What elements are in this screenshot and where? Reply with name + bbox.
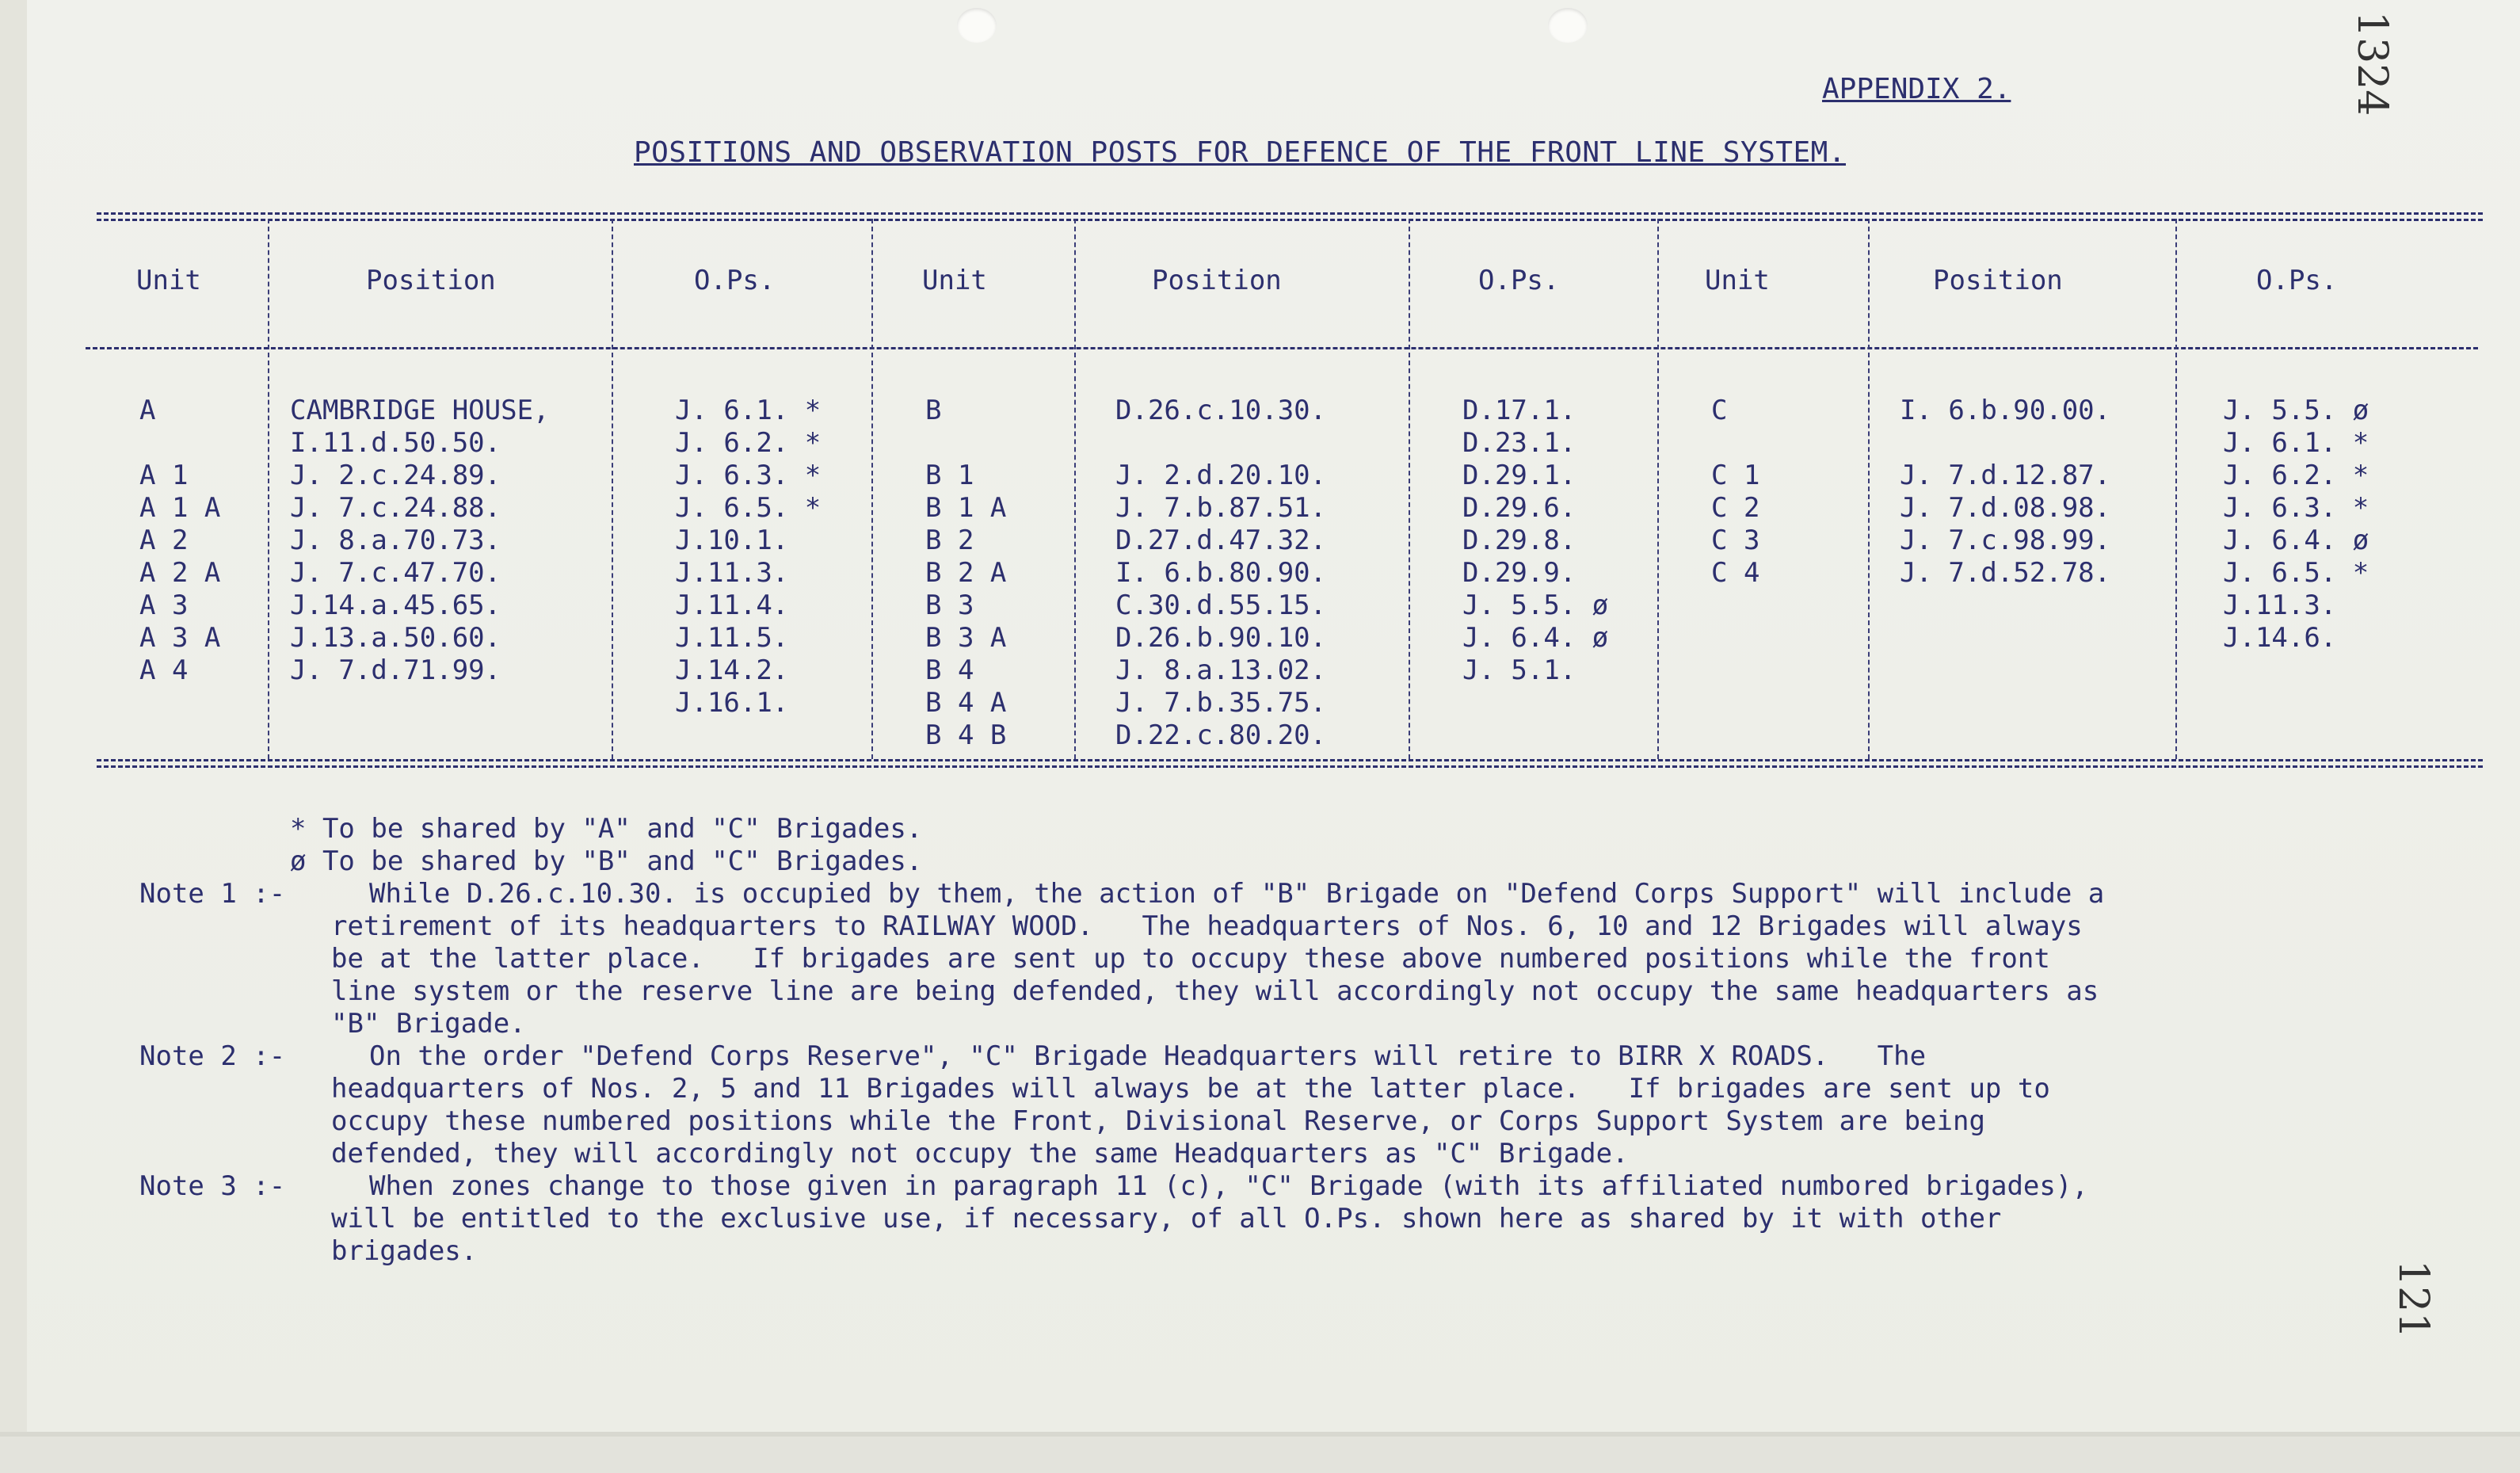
table-cell: D.29.8. [1462,525,1576,556]
column-header-unit: Unit [136,265,201,296]
note-line [139,1235,2437,1268]
table-cell [139,427,220,460]
table-cell: I.11.d.50.50. [290,427,501,459]
table-cell: A 4 [139,654,189,686]
table-cell: B 3 [925,590,974,621]
column-header-ops: O.Ps. [694,265,776,296]
table-cell: B 2 [925,525,974,556]
table-cell: J.11.3. [2223,590,2337,621]
column-divider [1409,219,1410,759]
table-bottom-rule [97,765,2483,768]
column-header-unit: Unit [922,265,987,296]
notes-section [139,813,2437,1268]
table-cell: J. 6.2. * [675,427,822,459]
paper-left-edge [0,0,27,1473]
table-cell: J. 7.b.87.51. [1115,492,1327,524]
table-cell: J. 6.5. * [675,492,822,524]
column-header-position: Position [366,265,496,296]
table-cell: B 4 B [925,719,1007,751]
note-text: When zones change to those given in paragraph 11 (c), "C" Brigade (with its affiliated numbored brigades), [369,1170,2088,1202]
table-cell: J.16.1. [675,687,789,719]
appendix-label: APPENDIX 2. [1822,73,2011,105]
legend-star: * To be shared by "A" and "C" Brigades. [290,813,923,845]
table-cell: B 4 A [925,687,1007,719]
table-cell: J.11.4. [675,590,789,621]
note-label: Note 1 :- [139,878,286,910]
table-cell: B 2 A [925,557,1007,589]
table-cell: J. 7.d.08.98. [1900,492,2111,524]
table-cell: A [139,395,156,426]
table-cell: J. 7.c.24.88. [290,492,501,524]
table-cell: J. 6.4. ø [2223,525,2369,556]
table-cell: D.29.9. [1462,557,1576,589]
column-divider [1657,219,1659,759]
units-column-b [925,395,1006,752]
page-title: POSITIONS AND OBSERVATION POSTS FOR DEFENCE OF THE FRONT LINE SYSTEM. [634,136,1846,169]
table-cell: J. 6.2. * [2223,460,2369,491]
column-header-ops: O.Ps. [1478,265,1560,296]
punch-hole [957,8,997,43]
table-cell: J. 6.5. * [2223,557,2369,589]
note-label: Note 3 :- [139,1170,286,1202]
note-text: defended, they will accordingly not occupy the same Headquarters as "C" Brigade. [331,1138,1629,1170]
table-cell: J. 8.a.13.02. [1115,654,1327,686]
note-line [139,910,2437,943]
column-divider [1074,219,1076,759]
units-column-c [1711,395,1759,590]
table-cell: C 2 [1711,492,1760,524]
page-number-top: 1324 [2348,11,2396,116]
note-text: On the order "Defend Corps Reserve", "C" Brigade Headquarters will retire to BIRR X ROADS. The [369,1040,1927,1072]
table-cell: C [1711,395,1728,426]
note-line [139,878,2437,910]
paper-bottom-edge [0,1437,2520,1473]
table-cell: D.27.d.47.32. [1115,525,1327,556]
note-line [139,1203,2437,1235]
table-cell: D.26.b.90.10. [1115,622,1327,654]
table-cell: J. 2.c.24.89. [290,460,501,491]
column-divider [2175,219,2177,759]
note-line [139,1138,2437,1170]
table-cell: J.14.a.45.65. [290,590,501,621]
column-divider [268,219,269,759]
table-cell [1711,427,1759,460]
table-cell: A 2 A [139,557,221,589]
table-cell: C 4 [1711,557,1760,589]
note-label: Note 2 :- [139,1040,286,1072]
note-line [139,1105,2437,1138]
table-cell: J.14.2. [675,654,789,686]
note-line [139,1040,2437,1073]
page-number-bottom: 121 [2389,1260,2437,1339]
note-line [139,1008,2437,1040]
column-divider [1868,219,1870,759]
note-text: brigades. [331,1235,478,1267]
table-cell: B 4 [925,654,974,686]
note-text: "B" Brigade. [331,1008,526,1040]
column-divider [612,219,613,759]
table-cell: J. 7.b.35.75. [1115,687,1327,719]
column-header-position: Position [1152,265,1282,296]
table-bottom-rule [97,759,2483,761]
table-cell: C 3 [1711,525,1760,556]
table-cell: B [925,395,942,426]
header-divider-rule [86,347,2478,349]
table-cell: A 1 [139,460,189,491]
units-column-a [139,395,220,687]
table-cell: J. 2.d.20.10. [1115,460,1327,491]
ops-column-b [1462,395,1608,687]
table-cell: J. 6.1. * [675,395,822,426]
table-top-rule [97,212,2483,215]
table-cell: CAMBRIDGE HOUSE, [290,395,550,426]
note-text: occupy these numbered positions while the Front, Divisional Reserve, or Corps Support System are being [331,1105,1985,1137]
table-cell: J.10.1. [675,525,789,556]
table-cell [925,427,1006,460]
table-cell: J. 5.1. [1462,654,1576,686]
positions-column-c [1900,395,2110,590]
table-cell: J.11.3. [675,557,789,589]
notes-list [139,878,2437,1268]
table-cell: J. 5.5. ø [1462,590,1609,621]
table-cell: A 3 [139,590,189,621]
punch-hole [1548,8,1588,43]
ops-column-c [2223,395,2369,654]
table-cell: J. 7.c.47.70. [290,557,501,589]
table-cell: J.14.6. [2223,622,2337,654]
table-cell: B 3 A [925,622,1007,654]
table-cell: D.29.6. [1462,492,1576,524]
note-line [139,1170,2437,1203]
table-cell: D.17.1. [1462,395,1576,426]
column-divider [871,219,873,759]
table-cell: B 1 A [925,492,1007,524]
table-cell: D.29.1. [1462,460,1576,491]
table-cell: I. 6.b.80.90. [1115,557,1327,589]
positions-column-a [290,395,550,687]
table-top-rule [97,219,2483,221]
table-cell [1900,427,2110,460]
table-cell: J. 5.5. ø [2223,395,2369,426]
note-text: will be entitled to the exclusive use, if necessary, of all O.Ps. shown here as shared by it with other [331,1203,2002,1234]
table-cell: J. 7.d.12.87. [1900,460,2111,491]
column-header-position: Position [1933,265,2063,296]
table-cell: D.23.1. [1462,427,1576,459]
column-header-unit: Unit [1705,265,1770,296]
note-line [139,943,2437,975]
positions-column-b [1115,395,1326,752]
table-cell: J. 7.d.71.99. [290,654,501,686]
column-header-ops: O.Ps. [2256,265,2338,296]
note-text: line system or the reserve line are being defended, they will accordingly not occupy the same headquarters as [331,975,2099,1007]
table-cell [1115,427,1326,460]
table-cell: J. 8.a.70.73. [290,525,501,556]
table-cell: C 1 [1711,460,1760,491]
table-cell: J. 7.c.98.99. [1900,525,2111,556]
ops-column-a [675,395,821,719]
table-cell: I. 6.b.90.00. [1900,395,2111,426]
note-text: be at the latter place. If brigades are sent up to occupy these above numbered positions while the front [331,943,2050,975]
table-cell: B 1 [925,460,974,491]
table-cell: J. 7.d.52.78. [1900,557,2111,589]
table-cell: J.11.5. [675,622,789,654]
table-cell: D.22.c.80.20. [1115,719,1327,751]
note-line [139,1073,2437,1105]
table-cell: J.13.a.50.60. [290,622,501,654]
note-text: retirement of its headquarters to RAILWAY WOOD. The headquarters of Nos. 6, 10 and 12 Brigades will always [331,910,2083,942]
table-cell: J. 6.3. * [675,460,822,491]
table-cell: J. 6.1. * [2223,427,2369,459]
table-cell: J. 6.3. * [2223,492,2369,524]
table-cell: J. 6.4. ø [1462,622,1609,654]
table-cell: A 3 A [139,622,221,654]
table-cell: D.26.c.10.30. [1115,395,1327,426]
legend-slash: ø To be shared by "B" and "C" Brigades. [290,845,923,877]
table-cell: A 2 [139,525,189,556]
note-text: headquarters of Nos. 2, 5 and 11 Brigades will always be at the latter place. If brigades are sent up to [331,1073,2050,1105]
table-cell: C.30.d.55.15. [1115,590,1327,621]
note-line [139,975,2437,1008]
note-text: While D.26.c.10.30. is occupied by them, the action of "B" Brigade on "Defend Corps Support" will include a [369,878,2105,910]
table-cell: A 1 A [139,492,221,524]
